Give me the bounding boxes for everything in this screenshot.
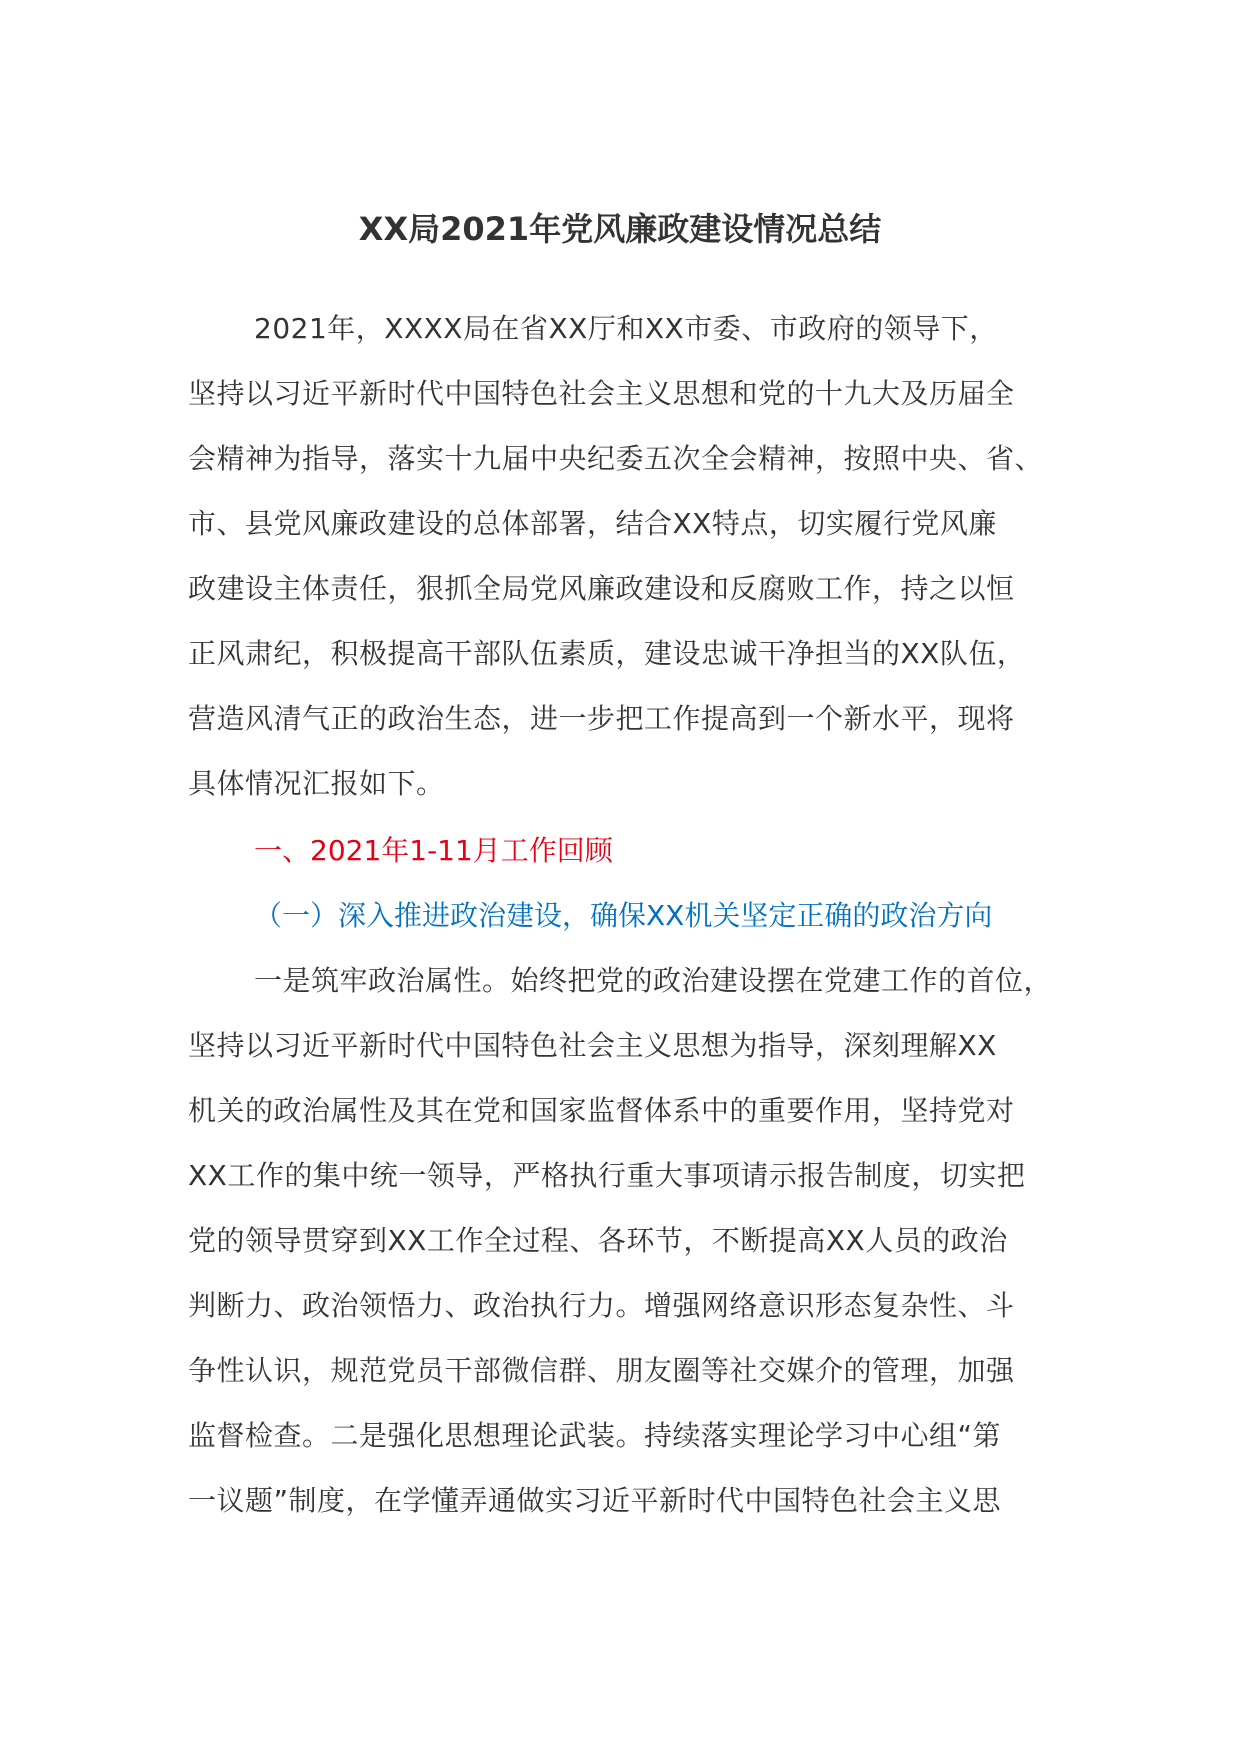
paragraph-line: 一议题”制度，在学懂弄通做实习近平新时代中国特色社会主义思 [188, 1484, 1002, 1517]
paragraph-line: 党的领导贯穿到XX工作全过程、各环节，不断提高XX人员的政治 [188, 1224, 1008, 1257]
section-heading-1: 一、2021年1-11月工作回顾 [254, 834, 613, 867]
paragraph-line: 市、县党风廉政建设的总体部署，结合XX特点，切实履行党风廉 [188, 507, 997, 540]
document-title: XX局2021年党风廉政建设情况总结 [358, 210, 882, 248]
paragraph-line: 坚持以习近平新时代中国特色社会主义思想为指导，深刻理解XX [188, 1029, 997, 1062]
paragraph-line: XX工作的集中统一领导，严格执行重大事项请示报告制度，切实把 [188, 1159, 1026, 1192]
paragraph-line: 营造风清气正的政治生态，进一步把工作提高到一个新水平，现将 [188, 702, 1015, 735]
paragraph-line: 正风肃纪，积极提高干部队伍素质，建设忠诚干净担当的XX队伍， [188, 637, 1026, 670]
paragraph-line: 政建设主体责任，狠抓全局党风廉政建设和反腐败工作，持之以恒 [188, 572, 1015, 605]
paragraph-line: 会精神为指导，落实十九届中央纪委五次全会精神，按照中央、省、 [188, 442, 1044, 475]
paragraph-line: 2021年，XXXX局在省XX厅和XX市委、市政府的领导下， [254, 312, 998, 345]
paragraph-line: 具体情况汇报如下。 [188, 767, 445, 800]
paragraph-line: 坚持以习近平新时代中国特色社会主义思想和党的十九大及历届全 [188, 377, 1015, 410]
section-paragraph [188, 948, 1068, 1533]
paragraph-line: 监督检查。二是强化思想理论武装。持续落实理论学习中心组“第 [188, 1419, 1002, 1452]
paragraph-line: 机关的政治属性及其在党和国家监督体系中的重要作用，坚持党对 [188, 1094, 1015, 1127]
paragraph-line: 判断力、政治领悟力、政治执行力。增强网络意识形态复杂性、斗 [188, 1289, 1015, 1322]
section-heading-2: （一）深入推进政治建设，确保XX机关坚定正确的政治方向 [254, 899, 993, 932]
intro-paragraph [188, 296, 1068, 816]
paragraph-line: 一是筑牢政治属性。始终把党的政治建设摆在党建工作的首位， [254, 964, 1053, 997]
paragraph-line: 争性认识，规范党员干部微信群、朋友圈等社交媒介的管理，加强 [188, 1354, 1015, 1387]
